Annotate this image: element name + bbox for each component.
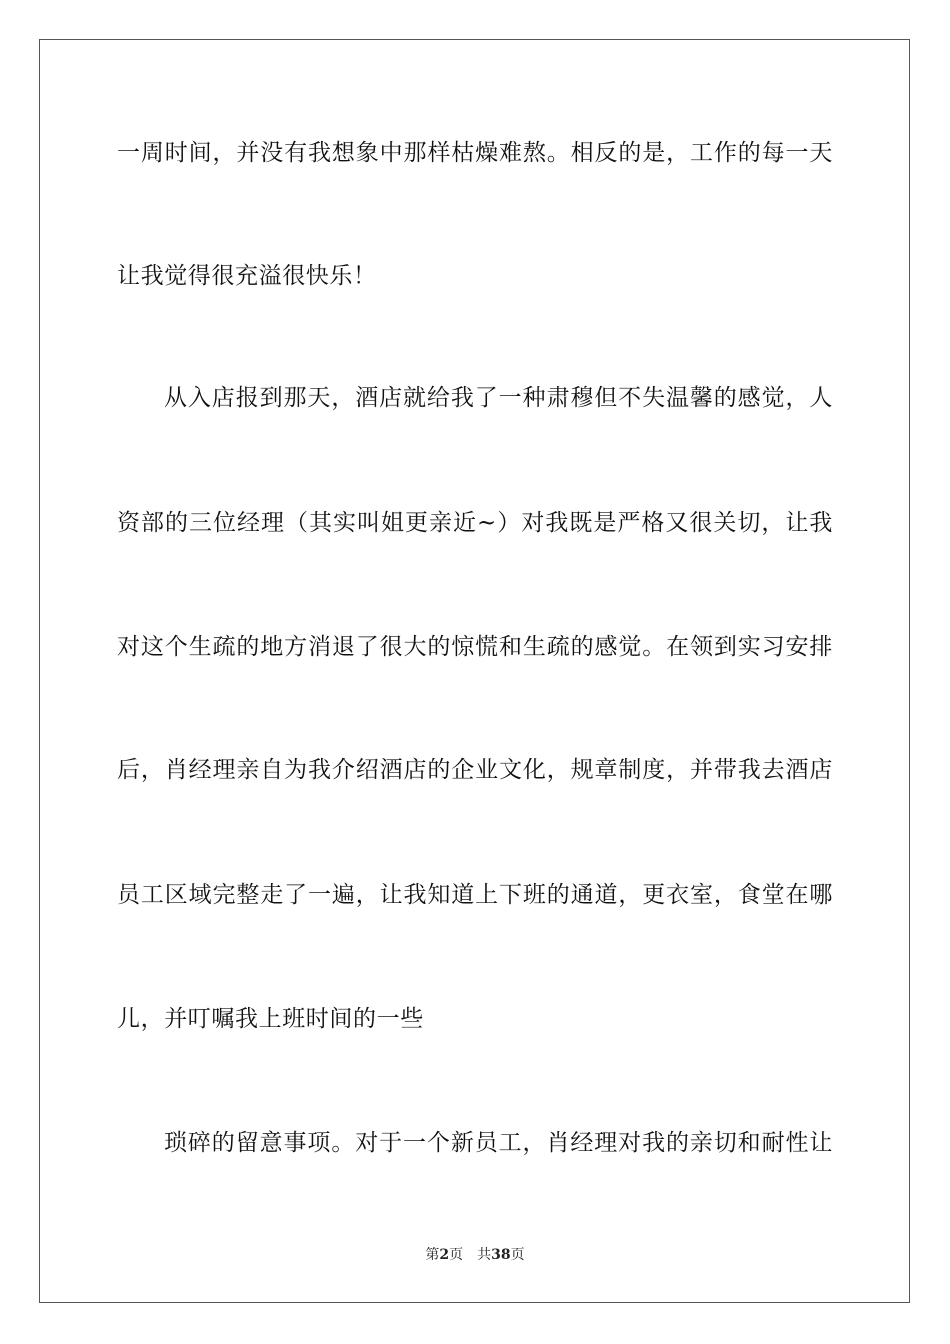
total-prefix: 共 — [477, 1247, 492, 1263]
text-line-6: 后，肖经理亲自为我介绍酒店的企业文化，规章制度，并带我去酒店 — [117, 757, 833, 783]
text-line-5: 对这个生疏的地方消退了很大的惊慌和生疏的感觉。在领到实习安排 — [117, 634, 833, 660]
text-line-7: 员工区域完整走了一遍，让我知道上下班的通道，更衣室，食堂在哪 — [117, 882, 833, 908]
text-line-9: 琐碎的留意事项。对于一个新员工，肖经理对我的亲切和耐性让 — [164, 1130, 833, 1156]
total-suffix: 页 — [510, 1247, 525, 1263]
text-line-1: 一周时间，并没有我想象中那样枯燥难熬。相反的是，工作的每一天 — [117, 140, 833, 166]
text-line-8: 儿，并叮嘱我上班时间的一些 — [117, 1006, 424, 1032]
text-line-4: 资部的三位经理（其实叫姐更亲近~）对我既是严格又很关切，让我 — [117, 510, 833, 536]
total-pages: 38 — [491, 1247, 511, 1263]
page-border — [39, 39, 910, 1303]
page-number: 2 — [439, 1247, 450, 1263]
page-footer — [0, 1246, 950, 1264]
page-prefix: 第 — [425, 1247, 440, 1263]
page-suffix: 页 — [449, 1247, 464, 1263]
text-line-3: 从入店报到那天，酒店就给我了一种肃穆但不失温馨的感觉，人 — [164, 385, 833, 411]
text-line-2: 让我觉得很充溢很快乐！ — [117, 263, 377, 289]
